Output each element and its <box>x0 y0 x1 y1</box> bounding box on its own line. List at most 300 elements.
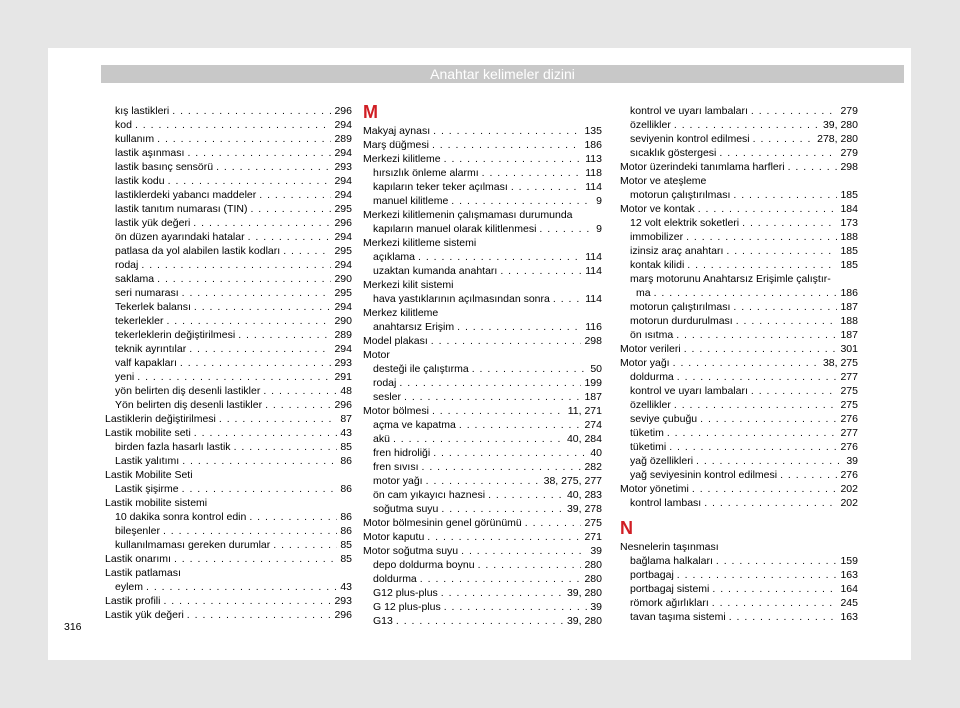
dot-leader <box>742 216 837 230</box>
index-entry <box>363 166 602 180</box>
index-entry <box>620 482 858 496</box>
dot-leader <box>729 610 838 624</box>
index-entry <box>363 320 602 334</box>
index-entry <box>620 300 858 314</box>
index-term: tekerleklerin değiştirilmesi <box>115 329 236 341</box>
index-page-ref: 159 <box>840 555 858 567</box>
dot-leader <box>426 474 541 488</box>
index-entry <box>620 610 858 624</box>
index-page-ref: 293 <box>334 357 352 369</box>
index-term: saklama <box>115 273 155 285</box>
index-term: tüketimi <box>630 441 667 453</box>
index-entry <box>620 328 858 342</box>
dot-leader <box>482 166 583 180</box>
index-page-ref: 295 <box>334 203 352 215</box>
index-page-ref: 85 <box>340 539 352 551</box>
index-page-ref: 277 <box>840 427 858 439</box>
dot-leader <box>719 146 837 160</box>
dot-leader <box>457 320 582 334</box>
index-entry <box>105 286 352 300</box>
index-entry <box>363 376 602 390</box>
dot-leader <box>283 244 331 258</box>
index-entry <box>620 230 858 244</box>
index-page-ref: 188 <box>840 231 858 243</box>
dot-leader <box>692 482 838 496</box>
index-entry <box>620 118 858 132</box>
index-term: Tekerlek balansı <box>115 301 191 313</box>
dot-leader <box>420 572 582 586</box>
index-page-ref: 290 <box>334 273 352 285</box>
index-term: depo doldurma boynu <box>373 559 475 571</box>
index-page-ref: 164 <box>840 583 858 595</box>
dot-leader <box>238 328 331 342</box>
index-term: açma ve kapatma <box>373 419 456 431</box>
index-list-n <box>620 540 858 624</box>
index-term: Motor yağı <box>620 357 670 369</box>
index-page-ref: 163 <box>840 611 858 623</box>
index-page-ref: 295 <box>334 245 352 257</box>
index-heading: Nesnelerin taşınması <box>620 541 719 553</box>
index-term: manuel kilitleme <box>373 195 449 207</box>
index-term: desteği ile çalıştırma <box>373 363 469 375</box>
index-entry <box>363 586 602 600</box>
index-entry <box>620 160 858 174</box>
dot-leader <box>684 342 838 356</box>
index-term: Motor yönetimi <box>620 483 689 495</box>
index-page-ref: 301 <box>840 343 858 355</box>
index-page-ref: 39, 278 <box>566 503 602 515</box>
dot-leader <box>753 132 814 146</box>
dot-leader <box>135 118 332 132</box>
index-entry <box>620 216 858 230</box>
index-entry <box>363 614 602 628</box>
index-term: Lastik yük değeri <box>105 609 184 621</box>
index-page-ref: 87 <box>340 413 352 425</box>
index-entry <box>105 174 352 188</box>
index-page-ref: 39, 280 <box>566 587 602 599</box>
dot-leader <box>676 328 837 342</box>
index-page-ref: 39 <box>846 455 858 467</box>
index-term: kontrol ve uyarı lambaları <box>630 105 748 117</box>
index-term: doldurma <box>373 573 417 585</box>
index-entry <box>105 608 352 622</box>
index-term: yön belirten diş desenli lastikler <box>115 385 261 397</box>
dot-leader <box>686 230 837 244</box>
index-term: eylem <box>115 581 144 593</box>
index-entry <box>620 568 858 582</box>
dot-leader <box>404 390 581 404</box>
dot-leader <box>263 384 337 398</box>
index-term: yağ seviyesinin kontrol edilmesi <box>630 469 778 481</box>
index-entry <box>105 426 352 440</box>
index-page-ref: 163 <box>840 569 858 581</box>
dot-leader <box>433 446 587 460</box>
index-entry <box>363 572 602 586</box>
index-page-ref: 113 <box>585 153 602 165</box>
index-entry <box>363 362 602 376</box>
dot-leader <box>444 152 583 166</box>
index-term: doldurma <box>630 371 674 383</box>
index-heading: Merkezi kilitlemenin çalışmaması durumunda <box>363 209 573 221</box>
dot-leader <box>157 272 331 286</box>
index-page-ref: 86 <box>340 455 352 467</box>
index-entry <box>105 272 352 286</box>
index-entry <box>363 292 602 306</box>
index-page-ref: 289 <box>334 133 352 145</box>
index-page-ref: 86 <box>340 525 352 537</box>
dot-leader <box>704 496 837 510</box>
index-entry <box>620 342 858 356</box>
index-entry <box>105 216 352 230</box>
page-number: 316 <box>64 621 82 633</box>
dot-leader <box>194 426 338 440</box>
index-page-ref: 291 <box>334 371 352 383</box>
dot-leader <box>396 614 564 628</box>
index-term: sesler <box>373 391 402 403</box>
index-term: portbagaj sistemi <box>630 583 710 595</box>
dot-leader <box>393 432 564 446</box>
index-list-m <box>363 124 602 628</box>
index-term: motorun çalıştırılması <box>630 189 731 201</box>
index-entry <box>620 398 858 412</box>
index-page-ref: 40, 284 <box>566 433 602 445</box>
dot-leader <box>441 586 564 600</box>
index-heading: Merkez kilitleme <box>363 307 439 319</box>
index-heading: Merkezi kilit sistemi <box>363 279 454 291</box>
dot-leader <box>273 538 337 552</box>
index-term: Motor ve kontak <box>620 203 695 215</box>
index-page-ref: 294 <box>334 301 352 313</box>
index-page-ref: 185 <box>840 259 858 271</box>
dot-leader <box>673 356 820 370</box>
index-entry <box>620 188 858 202</box>
dot-leader <box>433 124 581 138</box>
index-term: kontrol ve uyarı lambaları <box>630 385 748 397</box>
index-term: motorun çalıştırılması <box>630 301 731 313</box>
index-page-ref: 274 <box>584 419 602 431</box>
index-entry <box>105 482 352 496</box>
index-entry <box>363 530 602 544</box>
index-entry <box>363 250 602 264</box>
dot-leader <box>539 222 593 236</box>
section-letter-n: N <box>620 518 633 538</box>
index-term: kış lastikleri <box>115 105 170 117</box>
index-page-ref: 293 <box>334 595 352 607</box>
index-entry <box>363 474 602 488</box>
index-page-ref: 114 <box>585 293 602 305</box>
index-page-ref: 277 <box>840 371 858 383</box>
index-page-ref: 296 <box>334 217 352 229</box>
index-term: lastik tanıtım numarası (TIN) <box>115 203 248 215</box>
index-page-ref: 278, 280 <box>817 133 858 145</box>
index-term: ön cam yıkayıcı haznesi <box>373 489 486 501</box>
index-entry <box>620 468 858 482</box>
index-entry <box>363 446 602 460</box>
index-page-ref: 276 <box>840 469 858 481</box>
index-term: lastiklerdeki yabancı maddeler <box>115 189 257 201</box>
index-term: rodaj <box>373 377 397 389</box>
index-term: bağlama halkaları <box>630 555 713 567</box>
dot-leader <box>500 264 582 278</box>
index-term: ön ısıtma <box>630 329 674 341</box>
index-heading: Lastik mobilite sistemi <box>105 497 208 509</box>
dot-leader <box>193 216 331 230</box>
index-term: lastik aşınması <box>115 147 185 159</box>
dot-leader <box>700 412 837 426</box>
index-heading: Lastik Mobilite Seti <box>105 469 193 481</box>
dot-leader <box>733 300 837 314</box>
index-entry <box>105 412 352 426</box>
index-entry <box>363 334 602 348</box>
index-heading: Merkezi kilitleme sistemi <box>363 237 477 249</box>
dot-leader <box>172 104 331 118</box>
dot-leader <box>654 286 838 300</box>
index-term: Motor kaputu <box>363 531 425 543</box>
dot-leader <box>422 460 582 474</box>
index-page-ref: 85 <box>340 553 352 565</box>
index-page-ref: 290 <box>334 315 352 327</box>
index-page-ref: 275 <box>584 517 602 529</box>
index-page-ref: 86 <box>340 483 352 495</box>
dot-leader <box>194 300 332 314</box>
index-term: motor yağı <box>373 475 423 487</box>
index-entry <box>363 404 602 418</box>
index-entry <box>105 328 352 342</box>
index-term: G 12 plus-plus <box>373 601 441 613</box>
index-term: kullanım <box>115 133 155 145</box>
index-term: kontak kilidi <box>630 259 685 271</box>
dot-leader <box>259 188 331 202</box>
index-column-3 <box>620 104 858 624</box>
index-entry <box>620 582 858 596</box>
index-page-ref: 275 <box>840 385 858 397</box>
dot-leader <box>137 370 331 384</box>
dot-leader <box>216 160 331 174</box>
index-page-ref: 276 <box>840 441 858 453</box>
index-heading: Motor <box>363 349 390 361</box>
index-page-ref: 39, 280 <box>822 119 858 131</box>
index-entry <box>105 160 352 174</box>
dot-leader <box>427 530 581 544</box>
index-term: Yön belirten diş desenli lastikler <box>115 399 263 411</box>
dot-leader <box>219 412 337 426</box>
dot-leader <box>553 292 582 306</box>
index-entry <box>105 552 352 566</box>
index-entry <box>105 538 352 552</box>
index-entry <box>620 440 858 454</box>
index-page-ref: 185 <box>840 245 858 257</box>
index-page-ref: 275 <box>840 399 858 411</box>
dot-leader <box>451 194 593 208</box>
index-entry <box>363 600 602 614</box>
index-page-ref: 135 <box>584 125 602 137</box>
index-term: kullanılmaması gereken durumlar <box>115 539 271 551</box>
index-term: Makyaj aynası <box>363 125 431 137</box>
dot-leader <box>163 594 331 608</box>
index-entry <box>363 264 602 278</box>
index-page-ref: 186 <box>584 139 602 151</box>
index-entry <box>105 132 352 146</box>
dot-leader <box>788 160 838 174</box>
index-term: lastik basınç sensörü <box>115 161 214 173</box>
index-entry <box>105 594 352 608</box>
index-entry <box>363 390 602 404</box>
index-term: kapıların teker teker açılması <box>373 181 508 193</box>
index-term: birden fazla hasarlı lastik <box>115 441 231 453</box>
index-term: lastik yük değeri <box>115 217 191 229</box>
index-term: özellikler <box>630 399 671 411</box>
index-page-ref: 114 <box>585 181 602 193</box>
index-term: tekerlekler <box>115 315 164 327</box>
index-entry <box>105 146 352 160</box>
index-page-ref: 85 <box>340 441 352 453</box>
index-term: patlasa da yol alabilen lastik kodları <box>115 245 281 257</box>
dot-leader <box>166 314 331 328</box>
dot-leader <box>182 286 332 300</box>
index-term: bileşenler <box>115 525 160 537</box>
index-term: Motor bölmesinin genel görünümü <box>363 517 522 529</box>
dot-leader <box>180 356 332 370</box>
dot-leader <box>726 244 837 258</box>
index-page-ref: 271 <box>584 531 602 543</box>
dot-leader <box>432 138 582 152</box>
index-page-ref: 293 <box>334 161 352 173</box>
dot-leader <box>472 362 588 376</box>
index-page-ref: 276 <box>840 413 858 425</box>
index-term: rodaj <box>115 259 139 271</box>
index-column-1 <box>105 104 352 622</box>
dot-leader <box>182 454 337 468</box>
dot-leader <box>669 440 837 454</box>
dot-leader <box>431 334 582 348</box>
index-entry <box>620 384 858 398</box>
index-page-ref: 43 <box>340 427 352 439</box>
index-entry <box>105 454 352 468</box>
index-entry <box>363 516 602 530</box>
index-entry <box>363 194 602 208</box>
dot-leader <box>667 426 838 440</box>
index-page-ref: 298 <box>584 335 602 347</box>
index-entry <box>363 544 602 558</box>
index-term: G12 plus-plus <box>373 587 438 599</box>
index-entry <box>363 418 602 432</box>
dot-leader <box>780 468 837 482</box>
index-term: özellikler <box>630 119 671 131</box>
index-page-ref: 48 <box>340 385 352 397</box>
index-entry <box>620 132 858 146</box>
index-entry <box>363 152 602 166</box>
dot-leader <box>687 258 837 272</box>
index-page-ref: 187 <box>840 301 858 313</box>
dot-leader <box>674 118 820 132</box>
index-entry <box>363 124 602 138</box>
index-page-ref: 279 <box>840 147 858 159</box>
index-page-ref: 289 <box>334 329 352 341</box>
index-term: yeni <box>115 371 135 383</box>
index-term: soğutma suyu <box>373 503 439 515</box>
index-entry <box>363 222 602 236</box>
dot-leader <box>444 600 588 614</box>
dot-leader <box>677 370 838 384</box>
index-entry <box>105 384 352 398</box>
index-term: Marş düğmesi <box>363 139 429 151</box>
dot-leader <box>265 398 331 412</box>
index-term: Motor üzerindeki tanımlama harfleri <box>620 161 785 173</box>
index-entry <box>105 118 352 132</box>
dot-leader <box>751 384 838 398</box>
index-page-ref: 114 <box>585 265 602 277</box>
index-term: Model plakası <box>363 335 428 347</box>
index-page-ref: 114 <box>585 251 602 263</box>
index-entry <box>105 342 352 356</box>
index-page-ref: 40 <box>590 447 602 459</box>
dot-leader <box>674 398 838 412</box>
index-entry <box>363 488 602 502</box>
index-page-ref: 11, 271 <box>567 405 602 417</box>
dot-leader <box>712 596 838 610</box>
index-term: Lastik profili <box>105 595 161 607</box>
index-term: Lastik yalıtımı <box>115 455 180 467</box>
index-page-ref: 296 <box>334 609 352 621</box>
dot-leader <box>716 554 838 568</box>
index-term: ön düzen ayarındaki hatalar <box>115 231 245 243</box>
dot-leader <box>441 502 564 516</box>
index-list-m-continued <box>620 104 858 510</box>
index-entry <box>620 286 858 300</box>
dot-leader <box>146 580 337 594</box>
dot-leader <box>459 418 582 432</box>
dot-leader <box>189 342 331 356</box>
index-entry <box>620 596 858 610</box>
index-page-ref: 294 <box>334 175 352 187</box>
dot-leader <box>736 314 838 328</box>
index-entry <box>105 314 352 328</box>
page-header: Anahtar kelimeler dizini <box>101 65 904 83</box>
index-entry <box>620 244 858 258</box>
index-term: uzaktan kumanda anahtarı <box>373 265 498 277</box>
index-term: ma <box>636 287 651 299</box>
index-entry <box>620 454 858 468</box>
index-entry <box>105 104 352 118</box>
dot-leader <box>511 180 582 194</box>
index-entry <box>620 104 858 118</box>
index-page-ref: 296 <box>334 105 352 117</box>
index-term: portbagaj <box>630 569 674 581</box>
index-term: teknik ayrıntılar <box>115 343 187 355</box>
index-entry <box>105 188 352 202</box>
index-term: motorun durdurulması <box>630 315 733 327</box>
index-column-2 <box>363 100 602 628</box>
index-term: kapıların manuel olarak kilitlenmesi <box>373 223 537 235</box>
index-page-ref: 298 <box>840 161 858 173</box>
index-entry <box>105 244 352 258</box>
index-entry <box>363 138 602 152</box>
index-page-ref: 38, 275 <box>822 357 858 369</box>
index-term: valf kapakları <box>115 357 177 369</box>
dot-leader <box>696 454 843 468</box>
index-term: sıcaklık göstergesi <box>630 147 717 159</box>
dot-leader <box>712 582 837 596</box>
index-entry <box>363 180 602 194</box>
index-entry <box>105 580 352 594</box>
index-entry <box>105 202 352 216</box>
dot-leader <box>249 510 337 524</box>
index-entry <box>105 398 352 412</box>
index-term: fren hidroliği <box>373 447 431 459</box>
dot-leader <box>733 188 837 202</box>
index-term: tüketim <box>630 427 664 439</box>
index-page-ref: 294 <box>334 231 352 243</box>
